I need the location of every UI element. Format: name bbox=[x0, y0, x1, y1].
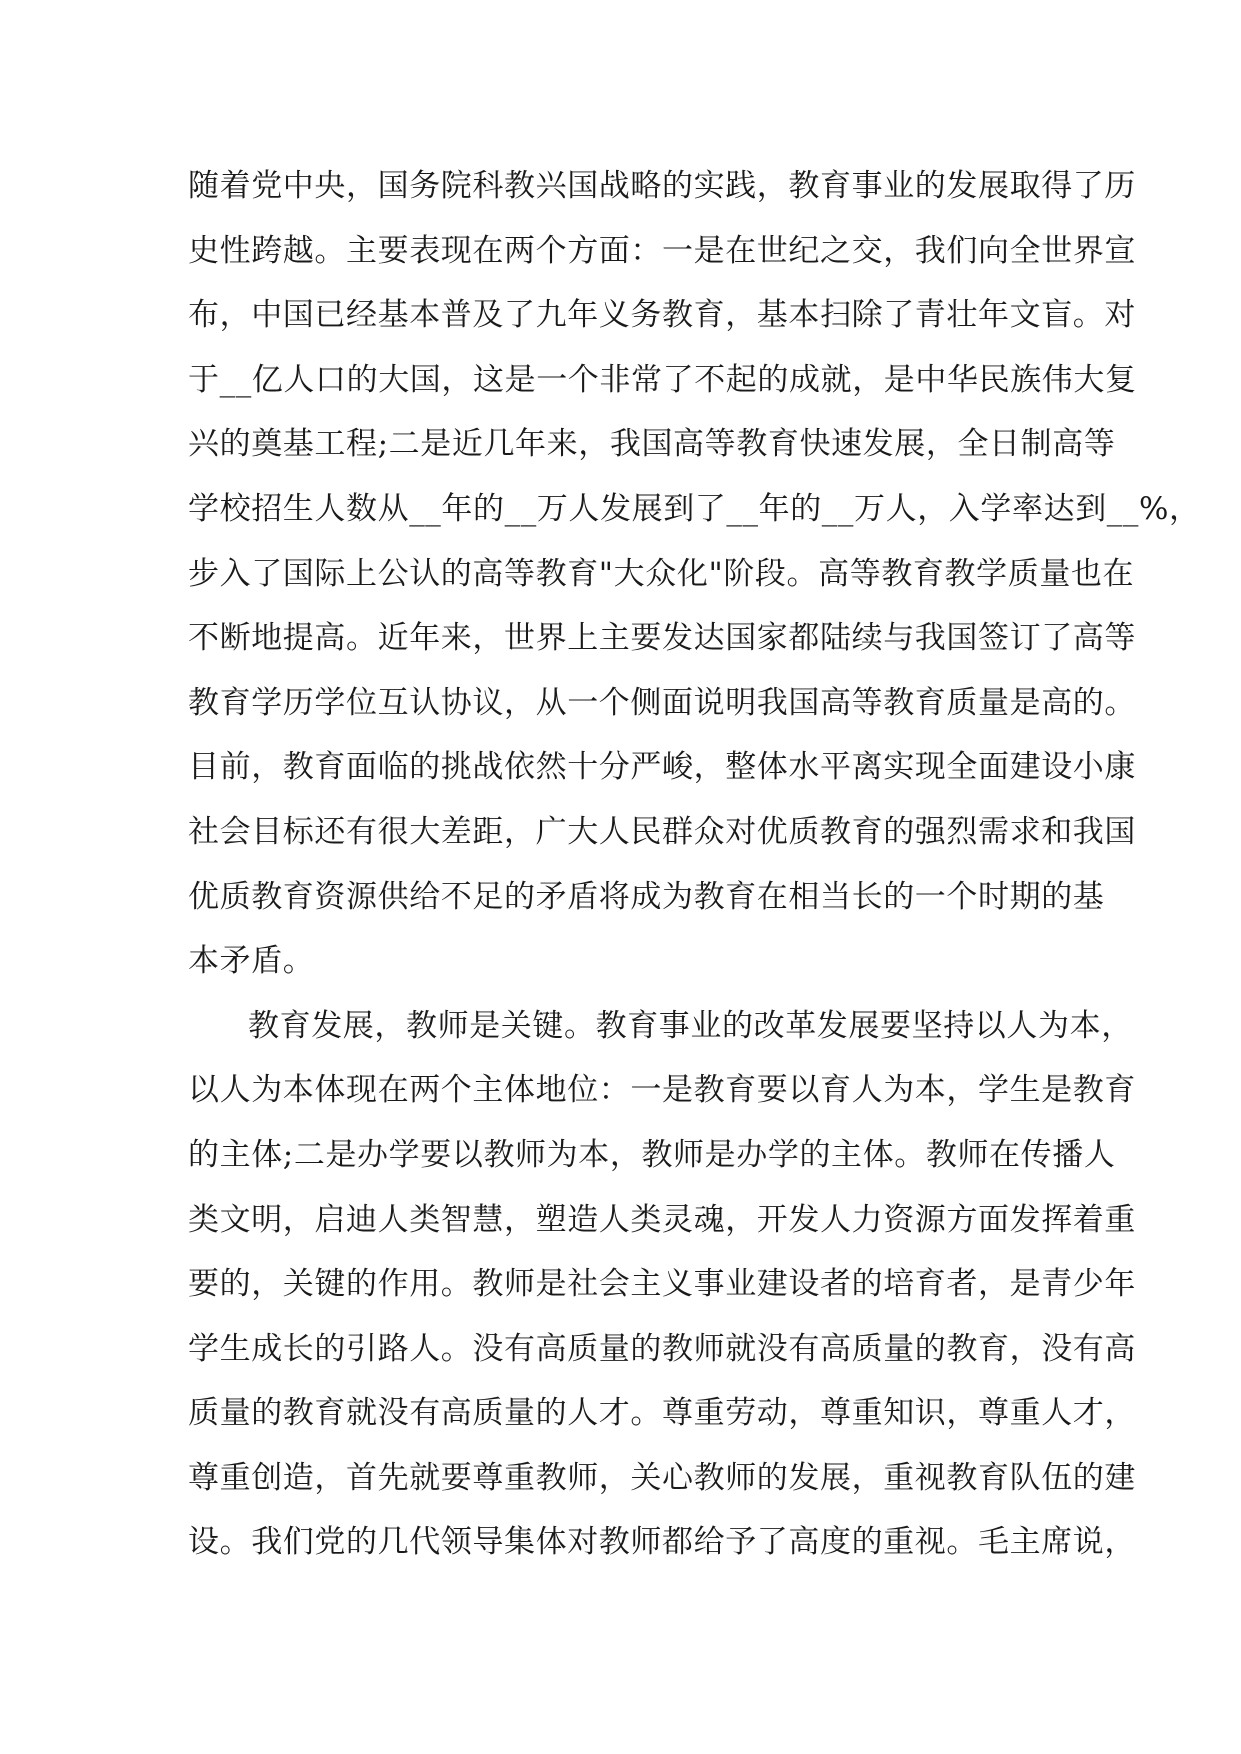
text-line: 目前，教育面临的挑战依然十分严峻，整体水平离实现全面建设小康 bbox=[188, 749, 1136, 786]
text-line: 质量的教育就没有高质量的人才。尊重劳动，尊重知识，尊重人才， bbox=[188, 1395, 1136, 1432]
text-line: 类文明，启迪人类智慧，塑造人类灵魂，开发人力资源方面发挥着重 bbox=[188, 1201, 1136, 1238]
text-line: 要的，关键的作用。教师是社会主义事业建设者的培育者，是青少年 bbox=[188, 1266, 1136, 1303]
text-line: 优质教育资源供给不足的矛盾将成为教育在相当长的一个时期的基 bbox=[188, 878, 1105, 915]
text-line: 以人为本体现在两个主体地位：一是教育要以育人为本，学生是教育 bbox=[188, 1072, 1136, 1109]
body-text bbox=[188, 154, 1201, 1575]
paragraph-start-line: 教育发展，教师是关键。教育事业的改革发展要坚持以人为本， bbox=[248, 1007, 1133, 1044]
text-line: 教育学历学位互认协议，从一个侧面说明我国高等教育质量是高的。 bbox=[188, 684, 1136, 721]
text-line: 于__亿人口的大国，这是一个非常了不起的成就，是中华民族伟大复 bbox=[188, 361, 1137, 398]
text-line: 的主体;二是办学要以教师为本，教师是办学的主体。教师在传播人 bbox=[188, 1136, 1116, 1173]
text-line: 学校招生人数从__年的__万人发展到了__年的__万人，入学率达到__%， bbox=[188, 490, 1201, 527]
text-line: 布，中国已经基本普及了九年义务教育，基本扫除了青壮年文盲。对 bbox=[188, 297, 1136, 334]
text-line: 史性跨越。主要表现在两个方面：一是在世纪之交，我们向全世界宣 bbox=[188, 232, 1136, 269]
text-line: 学生成长的引路人。没有高质量的教师就没有高质量的教育，没有高 bbox=[188, 1330, 1136, 1367]
text-line: 设。我们党的几代领导集体对教师都给予了高度的重视。毛主席说， bbox=[188, 1524, 1136, 1561]
text-line: 社会目标还有很大差距，广大人民群众对优质教育的强烈需求和我国 bbox=[188, 813, 1136, 850]
text-line: 不断地提高。近年来，世界上主要发达国家都陆续与我国签订了高等 bbox=[188, 620, 1136, 657]
text-line: 随着党中央，国务院科教兴国战略的实践，教育事业的发展取得了历 bbox=[188, 168, 1136, 204]
text-line: 步入了国际上公认的高等教育"大众化"阶段。高等教育教学质量也在 bbox=[188, 555, 1135, 592]
text-line: 尊重创造，首先就要尊重教师，关心教师的发展，重视教育队伍的建 bbox=[188, 1459, 1136, 1496]
text-line: 兴的奠基工程;二是近几年来，我国高等教育快速发展，全日制高等 bbox=[188, 426, 1116, 463]
text-line: 本矛盾。 bbox=[188, 943, 315, 980]
